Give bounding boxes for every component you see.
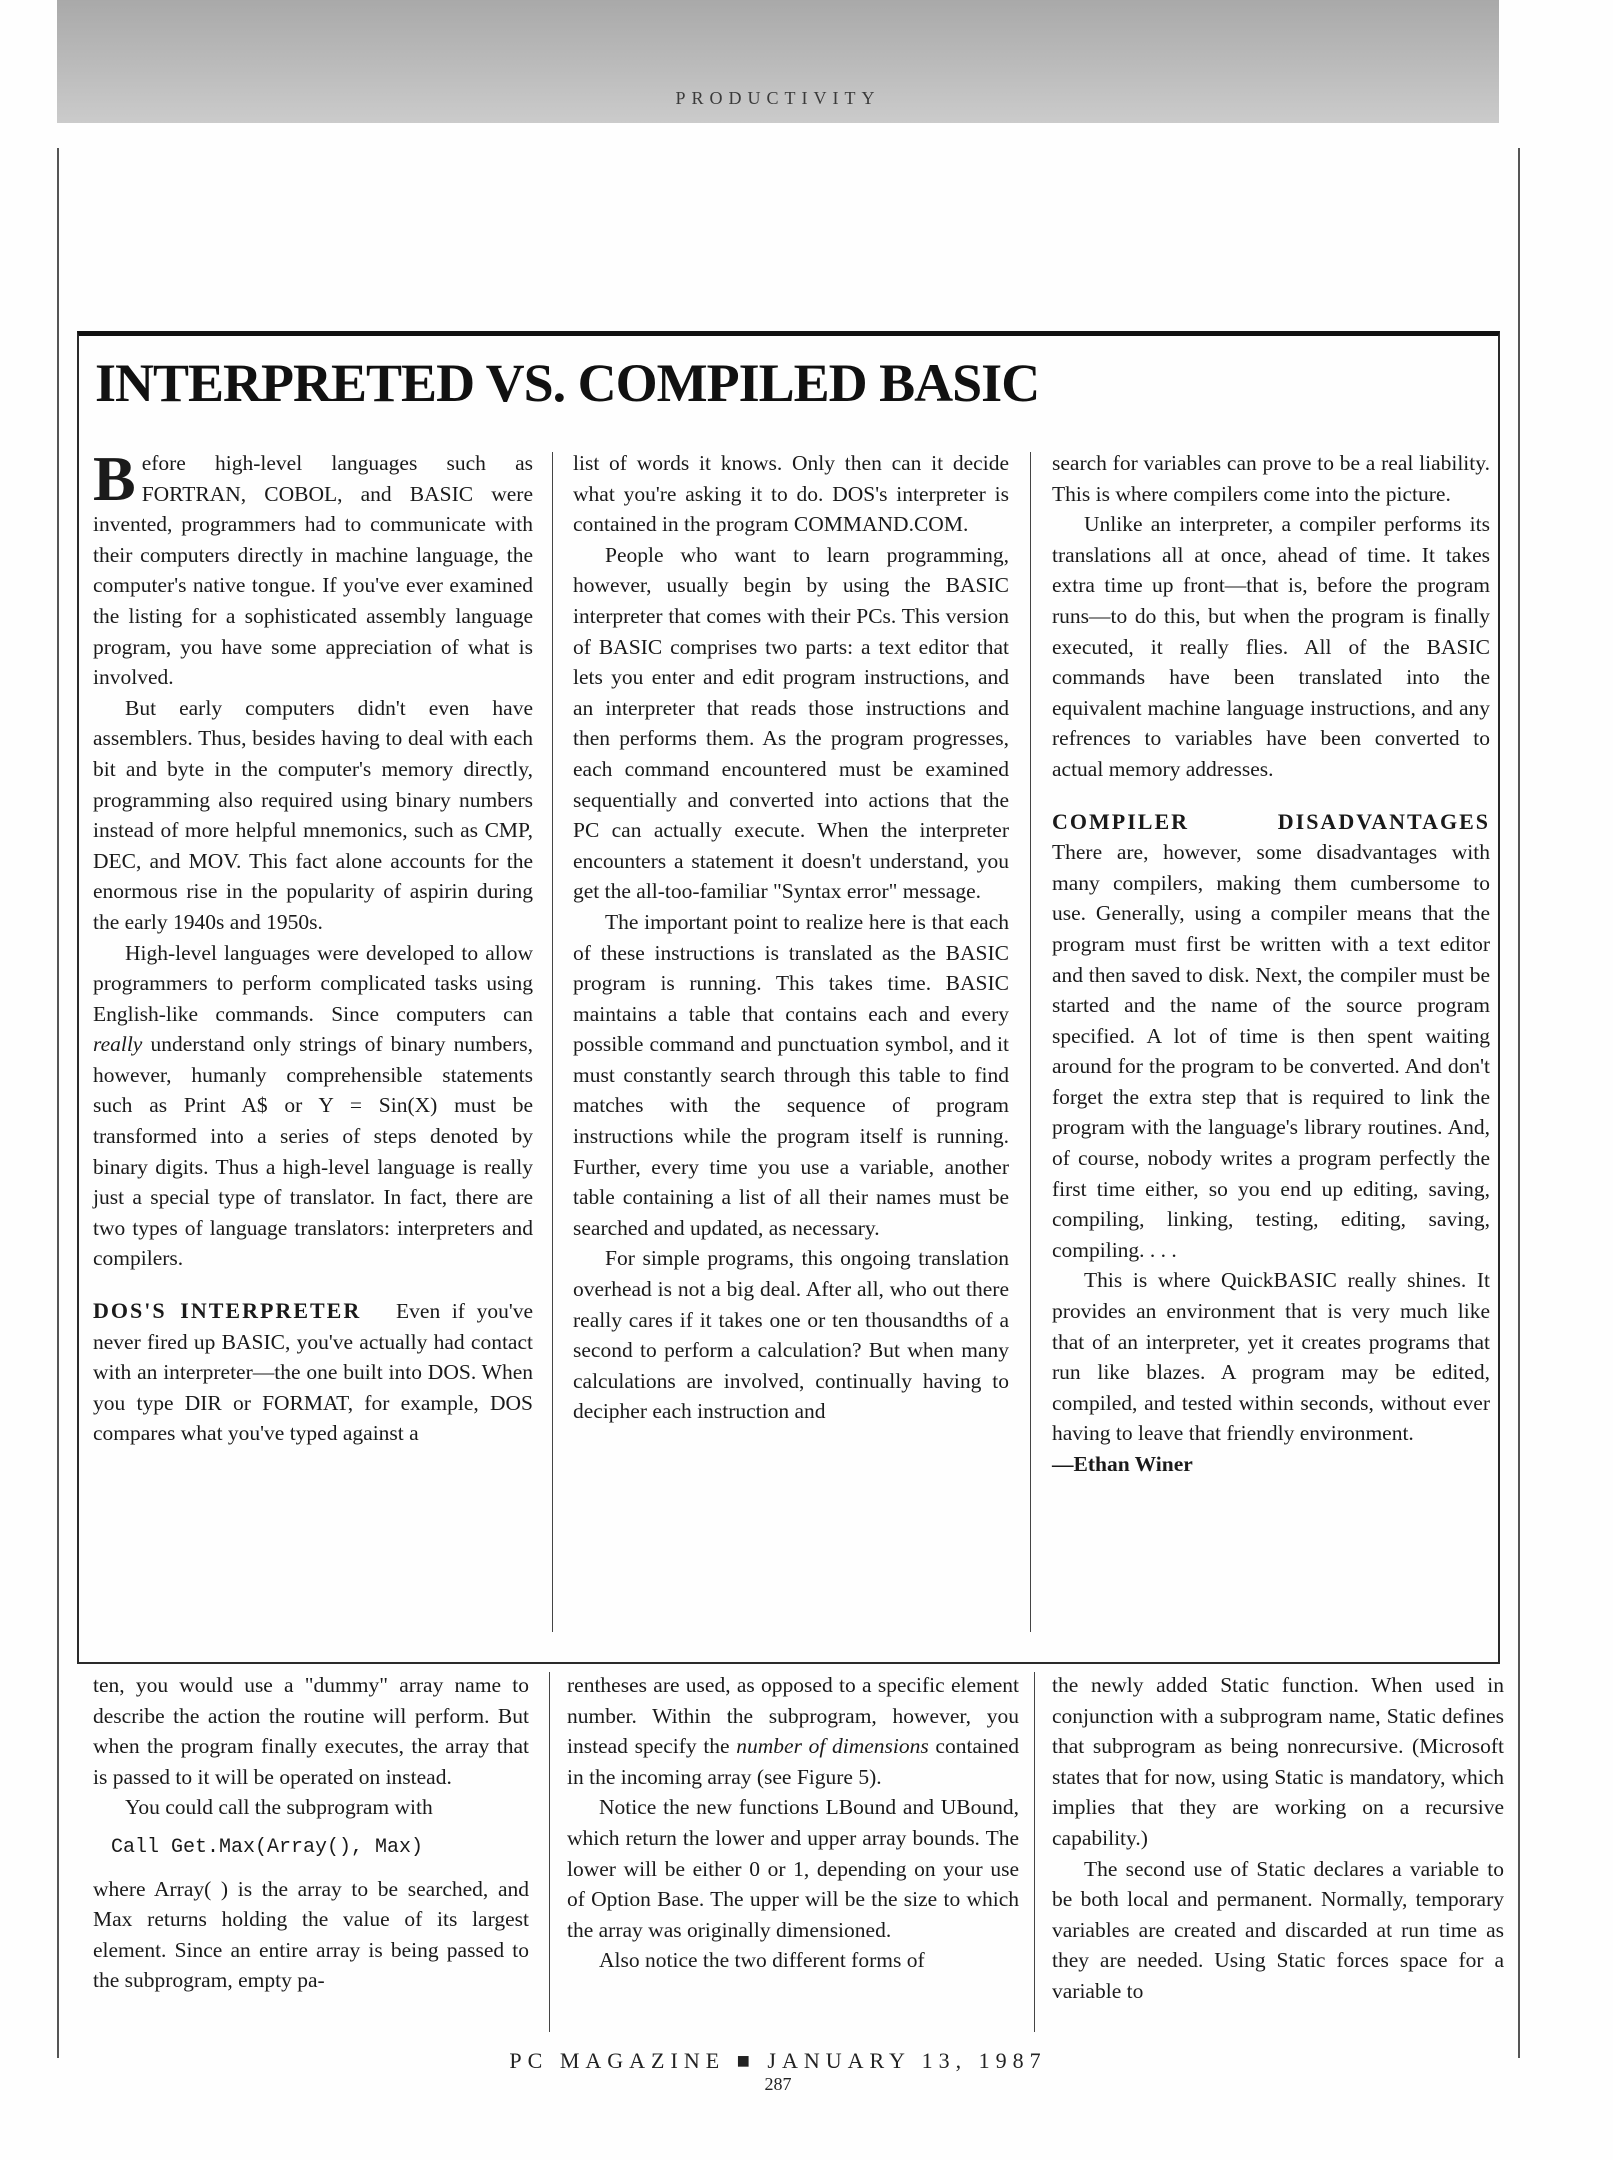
drop-cap: B <box>93 443 136 514</box>
column-separator <box>549 1672 550 2032</box>
sidebar-paragraph: Unlike an interpreter, a compiler performs its translations all at once, ahead of time. It takes extra time up front—that is, before the program runs—to do this, but when the program is finally executed, it really flies. All of the BASIC commands have been translated into the equivalent machine language instructions, and any refrences to variables have been converted to actual memory addresses. <box>1052 512 1490 781</box>
sidebar-paragraph <box>93 1296 533 1449</box>
paragraph-text: contained in the incoming array (see Figure 5). <box>567 1734 1019 1789</box>
article-column-3 <box>1052 1670 1504 2007</box>
sidebar-paragraph: search for variables can prove to be a real liability. This is where compilers come into the picture. <box>1052 451 1490 506</box>
article-paragraph: the newly added Static function. When used in conjunction with a subprogram name, Static defines that subprogram as being nonrecursive. (Microsoft states that for now, using Static is mandatory, which implies that they are working on a recursive capability.) <box>1052 1673 1504 1850</box>
column-separator <box>552 452 553 1632</box>
left-rule <box>57 148 59 2058</box>
paragraph-text: High-level languages were developed to allow programmers to perform complicated tasks using English-like commands. Since computers can <box>93 940 533 1026</box>
article-paragraph: The second use of Static declares a variable to be both local and permanent. Normally, temporary variables are created and discarded at run time as they are needed. Using Static forces space for a variable to <box>1052 1856 1504 2003</box>
emphasis: really <box>93 1032 143 1057</box>
sidebar-column-2 <box>573 448 1009 1427</box>
paragraph-text: efore high-level languages such as FORTRAN, COBOL, and BASIC were invented, programmers had to communicate with their computers directly in machine language, the computer's native tongue. If you've ever examined the listing for a sophisticated assembly language program, you have some appreciation of what is involved. <box>93 451 533 690</box>
subhead <box>1052 807 1490 838</box>
article-column-2 <box>567 1670 1019 1976</box>
article-paragraph: Notice the new functions LBound and UBound, which return the lower and upper array bounds. The lower will be either 0 or 1, depending on your use of Option Base. The upper will be the size to which the array was originally dimensioned. <box>567 1795 1019 1942</box>
sidebar-column-3 <box>1052 448 1490 1480</box>
emphasis: number of dimensions <box>736 1734 929 1759</box>
sidebar-paragraph: People who want to learn programming, however, usually begin by using the BASIC interpreter that comes with their PCs. This version of BASIC comprises two parts: a text editor that lets you enter and edit program instructions, and an interpreter that reads those instructions and then performs them. As the program progresses, each command encountered must be examined sequentially and converted into actions that the PC can actually execute. When the interpreter encounters a statement it doesn't understand, you get the all-too-familiar "Syntax error" message. <box>573 542 1009 904</box>
paragraph-text: understand only strings of binary numbers, however, humanly comprehensible statements such as Print A$ or Y = Sin(X) must be transformed into a series of steps denoted by binary digits. Thus a high-level language is really just a special type of translator. In fact, there are two types of language translators: interpreters and compilers. <box>93 1032 533 1271</box>
sidebar-title: INTERPRETED VS. COMPILED BASIC <box>95 353 1040 413</box>
subhead-word: COMPILER <box>1052 808 1189 834</box>
article-paragraph: Also notice the two different forms of <box>599 1948 925 1973</box>
sidebar-paragraph: There are, however, some disadvantages with many compilers, making them cumbersome to use. Generally, using a compiler means that the program must first be written with a text editor and then saved to disk. Next, the compiler must be started and the name of the source program specified. A lot of time is then spent waiting around for the program to be converted. And don't forget the extra step that is required to link the program with the language's library routines. And, of course, nobody writes a program perfectly the first time either, so you end up editing, saving, compiling, linking, testing, editing, saving, compiling. . . . <box>1052 840 1490 1262</box>
column-separator <box>1030 452 1031 1632</box>
article-column-1 <box>93 1670 529 1996</box>
article-paragraph: ten, you would use a "dummy" array name to describe the action the routine will perform. But when the program finally executes, the array that is passed to it will be operated on instead. <box>93 1673 529 1789</box>
sidebar-column-1 <box>93 443 533 1449</box>
article-paragraph: You could call the subprogram with <box>125 1795 433 1820</box>
paragraph-text: rentheses are used, as opposed to a specific element number. Within the subprogram, however, you instead specify the <box>567 1673 1019 1759</box>
right-rule <box>1518 148 1520 2058</box>
sidebar-paragraph <box>93 938 533 1275</box>
byline: —Ethan Winer <box>1052 1452 1193 1476</box>
section-label: PRODUCTIVITY <box>675 88 881 108</box>
sidebar-paragraph: But early computers didn't even have assemblers. Thus, besides having to deal with each bit and byte in the computer's memory directly, programming also required using binary numbers instead of more helpful mnemonics, such as CMP, DEC, and MOV. This fact alone accounts for the enormous rise in the popularity of aspirin during the early 1940s and 1950s. <box>93 695 533 934</box>
code-line: Call Get.Max(Array(), Max) <box>111 1835 424 1859</box>
sidebar-paragraph: For simple programs, this ongoing translation overhead is not a big deal. After all, who out there really cares if it takes one or ten thousandths of a second to perform a calculation? But when many calculations are involved, continually having to decipher each instruction and <box>573 1246 1009 1424</box>
magazine-footer: PC MAGAZINE ■ JANUARY 13, 1987 <box>509 2048 1047 2073</box>
subhead: DOS'S INTERPRETER <box>93 1298 362 1324</box>
sidebar-paragraph: This is where QuickBASIC really shines. It provides an environment that is very much like that of an interpreter, yet it creates programs that run like blazes. A program may be edited, compiled, and tested within seconds, without ever having to leave that friendly environment. <box>1052 1268 1490 1446</box>
article-paragraph <box>567 1670 1019 1792</box>
page-number: 287 <box>764 2074 792 2094</box>
subhead-word: DISADVANTAGES <box>1277 808 1490 834</box>
sidebar-paragraph: list of words it knows. Only then can it decide what you're asking it to do. DOS's interpreter is contained in the program COMMAND.COM. <box>573 451 1009 537</box>
sidebar-paragraph <box>93 443 533 693</box>
column-separator <box>1034 1672 1035 2032</box>
sidebar-paragraph: The important point to realize here is that each of these instructions is translated as the BASIC program is running. This takes time. BASIC maintains a table that contains each and every possible command and punctuation symbol, and it must constantly search through this table to find matches with the sequence of program instructions while the program itself is running. Further, every time you use a variable, another table containing a list of all their names must be searched and updated, as necessary. <box>573 909 1009 1240</box>
article-paragraph: where Array( ) is the array to be searched, and Max returns holding the value of its largest element. Since an entire array is being passed to the subprogram, empty pa- <box>93 1876 529 1993</box>
paragraph-text: Even if you've never fired up BASIC, you've actually had contact with an interpreter—the one built into DOS. When you type DIR or FORMAT, for example, DOS compares what you've typed against a <box>93 1299 533 1446</box>
